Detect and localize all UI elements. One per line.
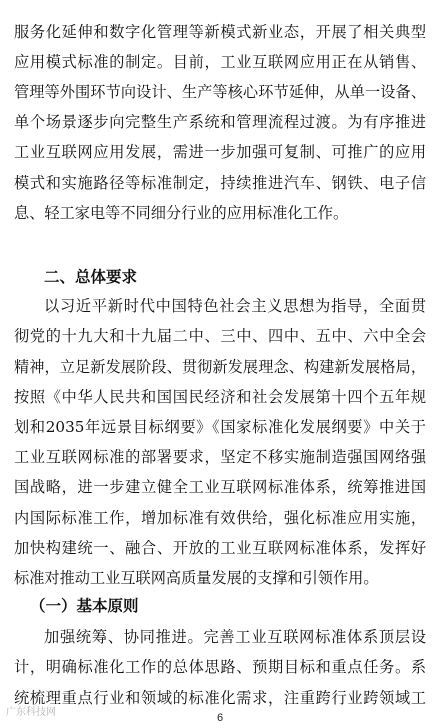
paragraph-line: 管理等外围环节向设计、生产等核心环节延伸，从单一设备、 bbox=[14, 83, 426, 101]
paragraph-line: 划和2035年远景目标纲要》《国家标准化发展纲要》中关于 bbox=[14, 418, 426, 436]
paragraph-line: 精神，立足新发展阶段、贯彻新发展理念、构建新发展格局， bbox=[14, 358, 426, 376]
watermark-logo: 广东科技网 bbox=[6, 707, 56, 718]
paragraph-line: 服务化延伸和数字化管理等新模式新业态，开展了相关典型 bbox=[14, 23, 426, 41]
paragraph-line: 模式和实施路径等标准制定，持续推进汽车、钢铁、电子信 bbox=[14, 174, 426, 192]
paragraph-line: 应用模式标准的制定。目前，工业互联网应用正在从销售、 bbox=[14, 53, 426, 71]
section-heading: 二、总体要求 bbox=[44, 268, 138, 286]
paragraph-line: 单个场景逐步向完整生产系统和管理流程过渡。为有序推进 bbox=[14, 113, 426, 131]
paragraph-line: 彻党的十九大和十九届二中、三中、四中、五中、六中全会 bbox=[14, 327, 426, 345]
paragraph-line: 统梳理重点行业和领域的标准化需求，注重跨行业跨领域工 bbox=[14, 689, 426, 707]
paragraph-line: 以习近平新时代中国特色社会主义思想为指导，全面贯 bbox=[44, 297, 426, 315]
page-number: 6 bbox=[216, 712, 224, 724]
paragraph-line: 工业互联网标准的部署要求，坚定不移实施制造强国网络强 bbox=[14, 448, 426, 466]
paragraph-line: 计，明确标准化工作的总体思路、预期目标和重点任务。系 bbox=[14, 658, 426, 676]
paragraph-line: 标准对推动工业互联网高质量发展的支撑和引领作用。 bbox=[14, 569, 379, 587]
paragraph-line: 内国际标准工作，增加标准有效供给，强化标准应用实施， bbox=[14, 509, 426, 527]
paragraph-line: 国战略，进一步建立健全工业互联网标准体系，统筹推进国 bbox=[14, 478, 426, 496]
paragraph-line: 加快构建统一、融合、开放的工业互联网标准体系，发挥好 bbox=[14, 539, 426, 557]
subsection-heading: （一）基本原则 bbox=[30, 597, 139, 615]
paragraph-line: 按照《中华人民共和国国民经济和社会发展第十四个五年规 bbox=[14, 388, 426, 406]
paragraph-line: 加强统筹、协同推进。完善工业互联网标准体系顶层设 bbox=[44, 628, 426, 646]
paragraph-line: 工业互联网应用发展，需进一步加强可复制、可推广的应用 bbox=[14, 143, 426, 161]
paragraph-line: 息、轻工家电等不同细分行业的应用标准化工作。 bbox=[14, 204, 349, 222]
